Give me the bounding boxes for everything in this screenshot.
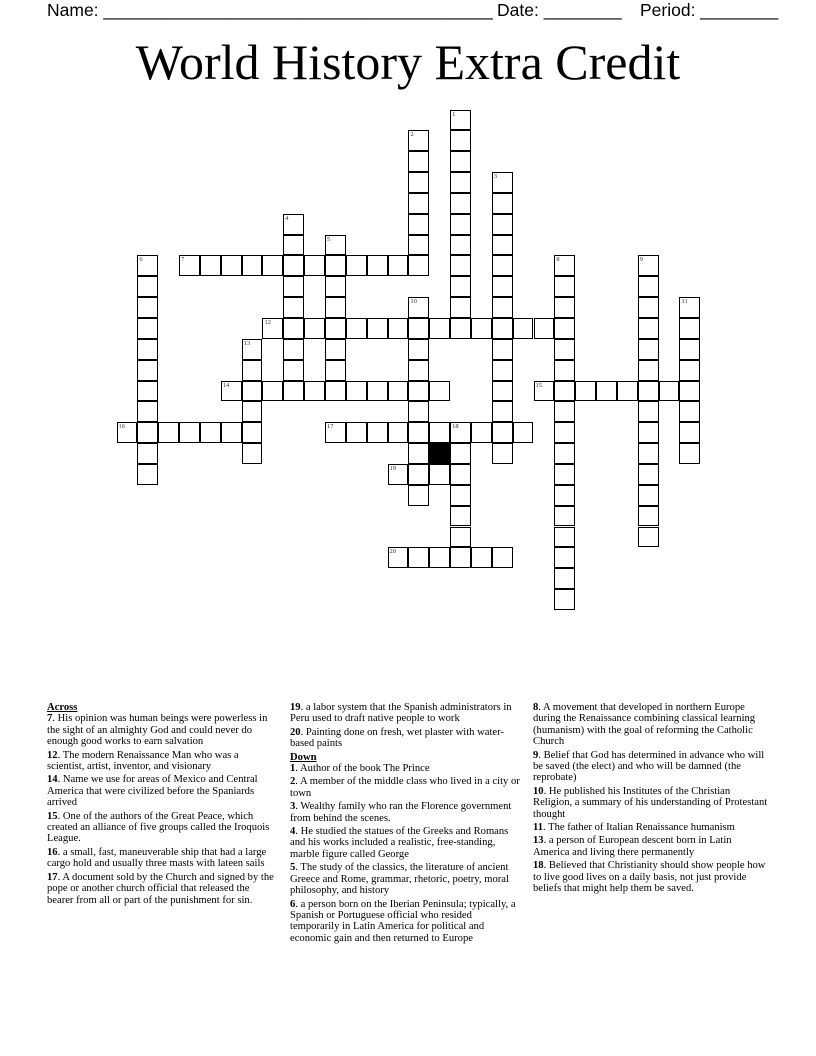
grid-cell[interactable] (659, 381, 680, 402)
grid-cell[interactable] (200, 255, 221, 276)
grid-cell[interactable] (242, 360, 263, 381)
student-info-header (0, 0, 816, 24)
grid-cell[interactable] (638, 297, 659, 318)
grid-cell[interactable] (408, 401, 429, 422)
down-clue-6: 6. a person born on the Iberian Peninsula; typically, a Spanish or Portuguese official who resided temporarily in Latin America for political and economic gain and then returned to Europe (290, 898, 516, 944)
grid-cell[interactable] (429, 464, 450, 485)
clue-text: a labor system that the Spanish administrators in Peru used to draft native people to work (290, 702, 512, 725)
grid-cell[interactable] (679, 360, 700, 381)
grid-cell[interactable] (450, 422, 471, 443)
cell-number: 14 (222, 381, 230, 389)
grid-cell[interactable] (450, 297, 471, 318)
clue-number: 2 (290, 776, 296, 788)
grid-cell[interactable] (429, 422, 450, 443)
grid-cell[interactable] (429, 381, 450, 402)
grid-cell[interactable] (137, 318, 158, 339)
grid-cell[interactable] (638, 360, 659, 381)
clue-text: He studied the statues of the Greeks and Romans and his works included a realistic, free-standing, marble figure called George (290, 826, 509, 860)
grid-cell[interactable] (325, 381, 346, 402)
cell-number: 6 (139, 256, 143, 264)
grid-cell[interactable] (408, 235, 429, 256)
grid-cell[interactable] (346, 318, 367, 339)
grid-cell[interactable] (325, 422, 346, 443)
grid-cell[interactable] (492, 255, 513, 276)
across-clue-19: 19. a labor system that the Spanish administrators in Peru used to draft native people to work (290, 702, 512, 725)
grid-cell[interactable] (450, 214, 471, 235)
cell-number: 17 (327, 423, 334, 431)
clue-number: 4 (290, 826, 296, 838)
grid-cell[interactable] (242, 422, 263, 443)
grid-cell[interactable] (471, 547, 492, 568)
grid-cell[interactable] (554, 318, 575, 339)
grid-cell[interactable] (137, 401, 158, 422)
cell-number: 8 (556, 256, 560, 264)
clues-column-2 (290, 702, 522, 946)
cell-number: 18 (452, 423, 459, 431)
clue-text: Author of the book The Prince (300, 763, 430, 775)
clue-text: a small, fast, maneuverable ship that had a large cargo hold and usually three masts with lateen sails (47, 846, 267, 870)
grid-cell[interactable] (492, 547, 513, 568)
grid-cell[interactable] (283, 381, 304, 402)
grid-cell[interactable] (408, 422, 429, 443)
grid-cell[interactable] (408, 130, 429, 151)
grid-cell[interactable] (262, 255, 283, 276)
grid-cell[interactable] (450, 485, 471, 506)
across-clue-14: 14. Name we use for areas of Mexico and Central America that were civilized before the Spaniards arrived (47, 774, 258, 809)
grid-cell[interactable] (388, 422, 409, 443)
grid-cell[interactable] (450, 443, 471, 464)
grid-cell[interactable] (554, 547, 575, 568)
grid-cell[interactable] (554, 568, 575, 589)
clue-number: 17 (47, 871, 58, 883)
grid-cell[interactable] (492, 381, 513, 402)
grid-cell[interactable] (283, 297, 304, 318)
grid-cell[interactable] (262, 318, 283, 339)
clues-column-1 (47, 702, 275, 908)
grid-cell[interactable] (429, 547, 450, 568)
clue-number: 19 (290, 702, 301, 713)
grid-cell[interactable] (492, 193, 513, 214)
grid-cell[interactable] (304, 255, 325, 276)
clue-text: A movement that developed in northern Europe during the Renaissance combining classical learning (humanism) with the goal of reforming the Catholic Church (533, 702, 756, 748)
grid-cell[interactable] (554, 255, 575, 276)
grid-cell[interactable] (325, 276, 346, 297)
grid-cell[interactable] (179, 255, 200, 276)
cell-number: 13 (243, 339, 251, 347)
grid-cell[interactable] (638, 443, 659, 464)
grid-cell[interactable] (596, 381, 617, 402)
grid-cell[interactable] (283, 318, 304, 339)
clue-number: 1 (290, 763, 296, 775)
grid-cell[interactable] (325, 255, 346, 276)
grid-cell[interactable] (388, 318, 409, 339)
black-cell (429, 443, 450, 464)
down-clue-5: 5. The study of the classics, the literature of ancient Greece and Rome, grammar, rhetoric, poetry, moral philosophy, and history (290, 862, 509, 897)
grid-cell[interactable] (367, 381, 388, 402)
clue-text: Painting done on fresh, wet plaster with water-based paints (290, 726, 504, 750)
grid-cell[interactable] (471, 318, 492, 339)
grid-cell[interactable] (408, 297, 429, 318)
grid-cell[interactable] (534, 381, 555, 402)
grid-cell[interactable] (679, 401, 700, 422)
grid-cell[interactable] (221, 422, 242, 443)
grid-cell[interactable] (554, 297, 575, 318)
grid-cell[interactable] (492, 443, 513, 464)
clue-text: Believed that Christianity should show people how to live good lives on a daily basis, not just provide beliefs that might help them be saved. (533, 860, 766, 895)
grid-cell[interactable] (388, 381, 409, 402)
cell-number: 16 (118, 423, 125, 431)
grid-cell[interactable] (137, 381, 158, 402)
grid-cell[interactable] (242, 401, 263, 422)
grid-cell[interactable] (262, 381, 283, 402)
grid-cell[interactable] (137, 276, 158, 297)
grid-cell[interactable] (408, 318, 429, 339)
clue-number: 5 (290, 862, 296, 874)
grid-cell[interactable] (388, 464, 409, 485)
clue-text: A member of the middle class who lived in a city or town (290, 776, 520, 799)
grid-cell[interactable] (200, 422, 221, 443)
clue-number: 15 (47, 810, 58, 822)
clue-text: Belief that God has determined in advance who will be saved (the elect) and who will be damned (the reprobate) (533, 749, 765, 784)
grid-cell[interactable] (221, 381, 242, 402)
grid-cell[interactable] (137, 360, 158, 381)
grid-cell[interactable] (554, 527, 575, 548)
grid-cell[interactable] (137, 464, 158, 485)
down-clue-9: 9. Belief that God has determined in advance who will be saved (the elect) and who will be damned (the reprobate) (533, 749, 765, 784)
grid-cell[interactable] (554, 360, 575, 381)
grid-cell[interactable] (492, 339, 513, 360)
grid-cell[interactable] (450, 276, 471, 297)
grid-cell[interactable] (471, 422, 492, 443)
clue-number: 6 (290, 898, 296, 910)
grid-cell[interactable] (117, 422, 138, 443)
grid-cell[interactable] (638, 506, 659, 527)
grid-cell[interactable] (450, 193, 471, 214)
grid-cell[interactable] (388, 547, 409, 568)
grid-cell[interactable] (679, 297, 700, 318)
down-clue-2: 2. A member of the middle class who lived in a city or town (290, 776, 520, 799)
page-title: World History Extra Credit (135, 34, 681, 90)
grid-cell[interactable] (408, 485, 429, 506)
cell-number: 20 (389, 548, 397, 556)
grid-cell[interactable] (325, 360, 346, 381)
clue-text: The father of Italian Renaissance humanism (548, 822, 735, 834)
grid-cell[interactable] (283, 276, 304, 297)
grid-cell[interactable] (679, 381, 700, 402)
across-clue-7: 7. His opinion was human beings were powerless in the sight of an almighty God and could never do enough good works to earn salvation (47, 713, 268, 748)
grid-cell[interactable] (325, 297, 346, 318)
grid-cell[interactable] (534, 318, 555, 339)
across-clue-16: 16. a small, fast, maneuverable ship that had a large cargo hold and usually three masts with lateen sails (47, 846, 267, 870)
grid-cell[interactable] (554, 443, 575, 464)
grid-cell[interactable] (367, 422, 388, 443)
grid-cell[interactable] (283, 360, 304, 381)
grid-cell[interactable] (492, 422, 513, 443)
grid-cell[interactable] (554, 422, 575, 443)
cell-number: 9 (639, 256, 643, 264)
grid-cell[interactable] (554, 401, 575, 422)
cell-number: 11 (681, 298, 688, 306)
grid-cell[interactable] (450, 506, 471, 527)
grid-cell[interactable] (304, 381, 325, 402)
grid-cell[interactable] (679, 443, 700, 464)
grid-cell[interactable] (137, 255, 158, 276)
grid-cell[interactable] (408, 255, 429, 276)
grid-cell[interactable] (408, 339, 429, 360)
grid-cell[interactable] (346, 255, 367, 276)
grid-cell[interactable] (242, 255, 263, 276)
cell-number: 3 (493, 173, 498, 181)
grid-cell[interactable] (513, 318, 534, 339)
grid-cell[interactable] (346, 422, 367, 443)
grid-cell[interactable] (408, 443, 429, 464)
across-clue-12: 12. The modern Renaissance Man who was a scientist, artist, inventor, and visionary (47, 749, 239, 773)
grid-cell[interactable] (492, 318, 513, 339)
grid-cell[interactable] (679, 318, 700, 339)
grid-cell[interactable] (492, 276, 513, 297)
grid-cell[interactable] (242, 381, 263, 402)
grid-cell[interactable] (408, 381, 429, 402)
clue-text: He published his Institutes of the Christian Religion, a summary of his understanding of Protestant thought (533, 785, 768, 820)
grid-cell[interactable] (513, 422, 534, 443)
across-clue-17: 17. A document sold by the Church and signed by the pope or another church official that released the bearer from all or part of the punishment for sin. (47, 871, 274, 906)
grid-cell[interactable] (617, 381, 638, 402)
grid-cell[interactable] (450, 151, 471, 172)
grid-cell[interactable] (554, 381, 575, 402)
grid-cell[interactable] (492, 235, 513, 256)
down-clue-13: 13. a person of European descent born in Latin America and living there permanently (533, 835, 732, 858)
grid-cell[interactable] (638, 318, 659, 339)
grid-cell[interactable] (450, 464, 471, 485)
grid-cell[interactable] (388, 255, 409, 276)
down-clue-3: 3. Wealthy family who ran the Florence government from behind the scenes. (290, 801, 512, 824)
clue-text: a person born on the Iberian Peninsula; typically, a Spanish or Portuguese official who resided temporarily in Latin America for political and economic gain and then returned to Europe (290, 898, 516, 944)
grid-cell[interactable] (137, 297, 158, 318)
grid-cell[interactable] (408, 193, 429, 214)
cell-number: 4 (285, 214, 289, 222)
clue-text: His opinion was human beings were powerless in the sight of an almighty God and could never do enough good works to earn salvation (47, 713, 268, 748)
grid-cell[interactable] (408, 464, 429, 485)
grid-cell[interactable] (367, 318, 388, 339)
grid-cell[interactable] (221, 255, 242, 276)
grid-cell[interactable] (450, 172, 471, 193)
down-clue-1: 1. Author of the book The Prince (290, 763, 430, 775)
grid-cell[interactable] (554, 506, 575, 527)
cell-number: 12 (264, 319, 271, 326)
down-clue-10: 10. He published his Institutes of the Christian Religion, a summary of his understanding of Protestant thought (533, 785, 768, 820)
grid-cell[interactable] (179, 422, 200, 443)
grid-cell[interactable] (638, 339, 659, 360)
clue-text: One of the authors of the Great Peace, which created an alliance of five groups called the Iroquois League. (47, 810, 270, 845)
grid-cell[interactable] (638, 401, 659, 422)
grid-cell[interactable] (638, 527, 659, 548)
grid-cell[interactable] (638, 276, 659, 297)
grid-cell[interactable] (346, 381, 367, 402)
grid-cell[interactable] (325, 235, 346, 256)
grid-cell[interactable] (638, 422, 659, 443)
clue-number: 13 (533, 835, 544, 847)
clue-text: a person of European descent born in Latin America and living there permanently (533, 835, 732, 858)
grid-cell[interactable] (283, 339, 304, 360)
grid-cell[interactable] (492, 401, 513, 422)
grid-cell[interactable] (554, 485, 575, 506)
clue-number: 18 (533, 860, 544, 872)
grid-cell[interactable] (408, 172, 429, 193)
grid-cell[interactable] (137, 422, 158, 443)
clue-text: Wealthy family who ran the Florence government from behind the scenes. (290, 801, 512, 824)
clue-text: The study of the classics, the literature of ancient Greece and Rome, grammar, rhetoric, poetry, moral philosophy, and history (290, 862, 509, 897)
grid-cell[interactable] (679, 339, 700, 360)
grid-cell[interactable] (283, 214, 304, 235)
clue-number: 14 (47, 774, 58, 786)
clue-number: 16 (47, 846, 58, 858)
grid-cell[interactable] (492, 172, 513, 193)
grid-cell[interactable] (638, 485, 659, 506)
name-field[interactable]: Name: ________________________________________ (47, 0, 493, 20)
grid-cell[interactable] (408, 360, 429, 381)
grid-cell[interactable] (554, 589, 575, 610)
grid-cell[interactable] (408, 214, 429, 235)
clue-number: 20 (290, 726, 301, 738)
clue-text: Name we use for areas of Mexico and Central America that were civilized before the Spaniards arrived (47, 774, 258, 809)
grid-cell[interactable] (554, 276, 575, 297)
down-clue-11: 11. The father of Italian Renaissance humanism (533, 822, 735, 834)
clue-number: 3 (290, 801, 296, 813)
clues-column-3 (533, 702, 769, 897)
clue-number: 12 (47, 749, 58, 761)
grid-cell[interactable] (450, 527, 471, 548)
grid-cell[interactable] (492, 360, 513, 381)
grid-cell[interactable] (242, 443, 263, 464)
down-clue-4: 4. He studied the statues of the Greeks and Romans and his works included a realistic, free-standing, marble figure called George (290, 826, 509, 860)
across-clue-20: 20. Painting done on fresh, wet plaster with water-based paints (290, 726, 504, 750)
across-heading: Across (47, 702, 78, 713)
grid-cell[interactable] (450, 235, 471, 256)
grid-cell[interactable] (408, 151, 429, 172)
grid-cell[interactable] (283, 255, 304, 276)
cell-number: 2 (410, 131, 414, 139)
grid-cell[interactable] (679, 422, 700, 443)
grid-cell[interactable] (325, 339, 346, 360)
grid-cell[interactable] (450, 318, 471, 339)
clue-number: 10 (533, 785, 544, 797)
grid-cell[interactable] (638, 381, 659, 402)
clue-number: 8 (533, 702, 539, 713)
down-clue-18: 18. Believed that Christianity should show people how to live good lives on a daily basis, not just provide beliefs that might help them be saved. (533, 860, 766, 895)
grid-cell[interactable] (554, 339, 575, 360)
grid-cell[interactable] (638, 255, 659, 276)
grid-cell[interactable] (575, 381, 596, 402)
across-clue-15: 15. One of the authors of the Great Peace, which created an alliance of five groups called the Iroquois League. (47, 810, 270, 845)
grid-cell[interactable] (450, 110, 471, 131)
cell-number: 1 (452, 110, 456, 118)
clue-text: The modern Renaissance Man who was a scientist, artist, inventor, and visionary (47, 749, 239, 773)
grid-cell[interactable] (283, 235, 304, 256)
grid-cell[interactable] (450, 255, 471, 276)
cell-number: 15 (535, 381, 542, 389)
grid-cell[interactable] (638, 464, 659, 485)
grid-cell[interactable] (304, 318, 325, 339)
grid-cell[interactable] (367, 255, 388, 276)
cell-number: 19 (389, 464, 397, 472)
grid-cell[interactable] (429, 318, 450, 339)
grid-cell[interactable] (325, 318, 346, 339)
grid-cell[interactable] (158, 422, 179, 443)
grid-cell[interactable] (450, 130, 471, 151)
date-field[interactable]: Date: ________ (497, 0, 622, 20)
clue-number: 7 (47, 713, 53, 725)
grid-cell[interactable] (492, 297, 513, 318)
grid-cell[interactable] (408, 547, 429, 568)
period-field[interactable]: Period: ________ (640, 0, 779, 20)
clue-number: 11 (533, 822, 544, 834)
cell-number: 7 (181, 256, 185, 264)
grid-cell[interactable] (450, 547, 471, 568)
grid-cell[interactable] (492, 214, 513, 235)
grid-cell[interactable] (137, 443, 158, 464)
down-clue-8: 8. A movement that developed in northern Europe during the Renaissance combining classical learning (humanism) with the goal of reforming the Catholic Church (533, 702, 756, 748)
cell-number: 10 (410, 298, 417, 306)
clue-text: A document sold by the Church and signed by the pope or another church official that released the bearer from all or part of the punishment for sin. (47, 871, 274, 906)
grid-cell[interactable] (554, 464, 575, 485)
down-heading: Down (290, 751, 317, 763)
clue-number: 9 (533, 749, 539, 761)
cell-number: 5 (327, 235, 331, 243)
grid-cell[interactable] (242, 339, 263, 360)
grid-cell[interactable] (137, 339, 158, 360)
